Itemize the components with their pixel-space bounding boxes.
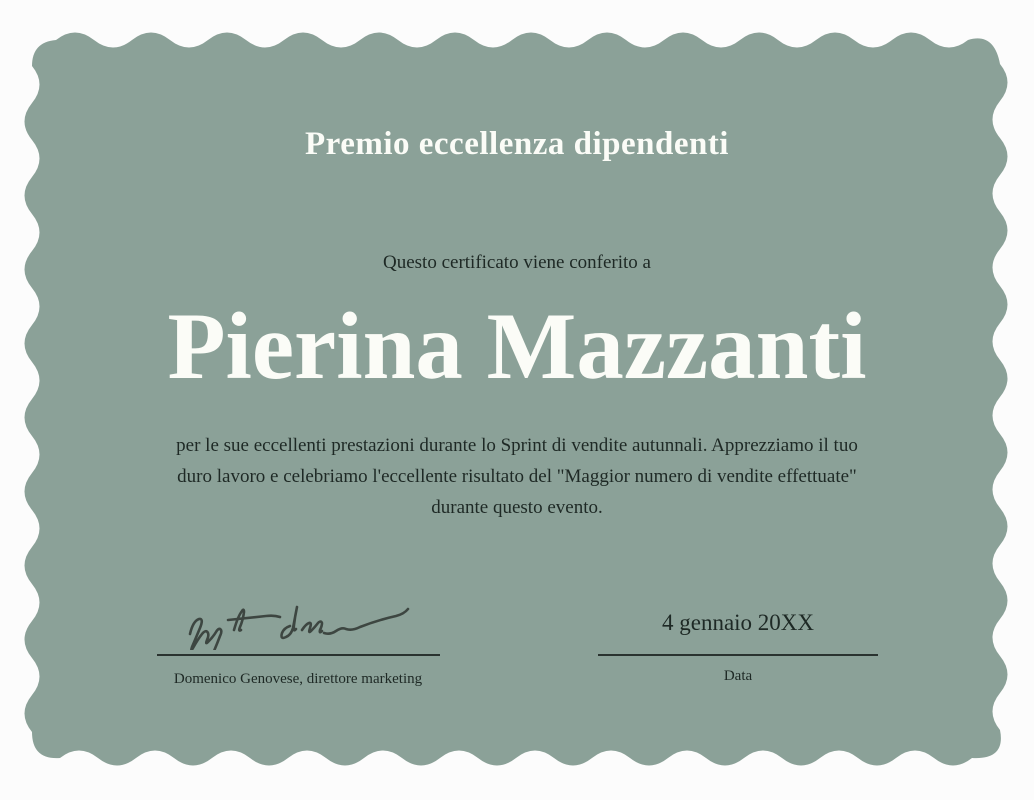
signature-line (157, 654, 440, 656)
recipient-name: Pierina Mazzanti (167, 293, 867, 399)
date-line (598, 654, 878, 656)
conferral-text: Questo certificato viene conferito a (383, 252, 651, 273)
signer-label: Domenico Genovese, direttore marketing (173, 671, 423, 687)
citation-text: per le sue eccellenti prestazioni durante lo Sprint di vendite autunnali. Apprezziamo il tuo duro lavoro e celebriamo l'eccellente risultato del "Maggior numero di vendite effettuate" durante questo evento. (176, 435, 858, 518)
date-label: Data (723, 668, 753, 684)
date-value: 4 gennaio 20XX (661, 610, 815, 635)
certificate-title: Premio eccellenza dipendenti (305, 126, 729, 162)
signature-scribble-icon (178, 596, 418, 650)
